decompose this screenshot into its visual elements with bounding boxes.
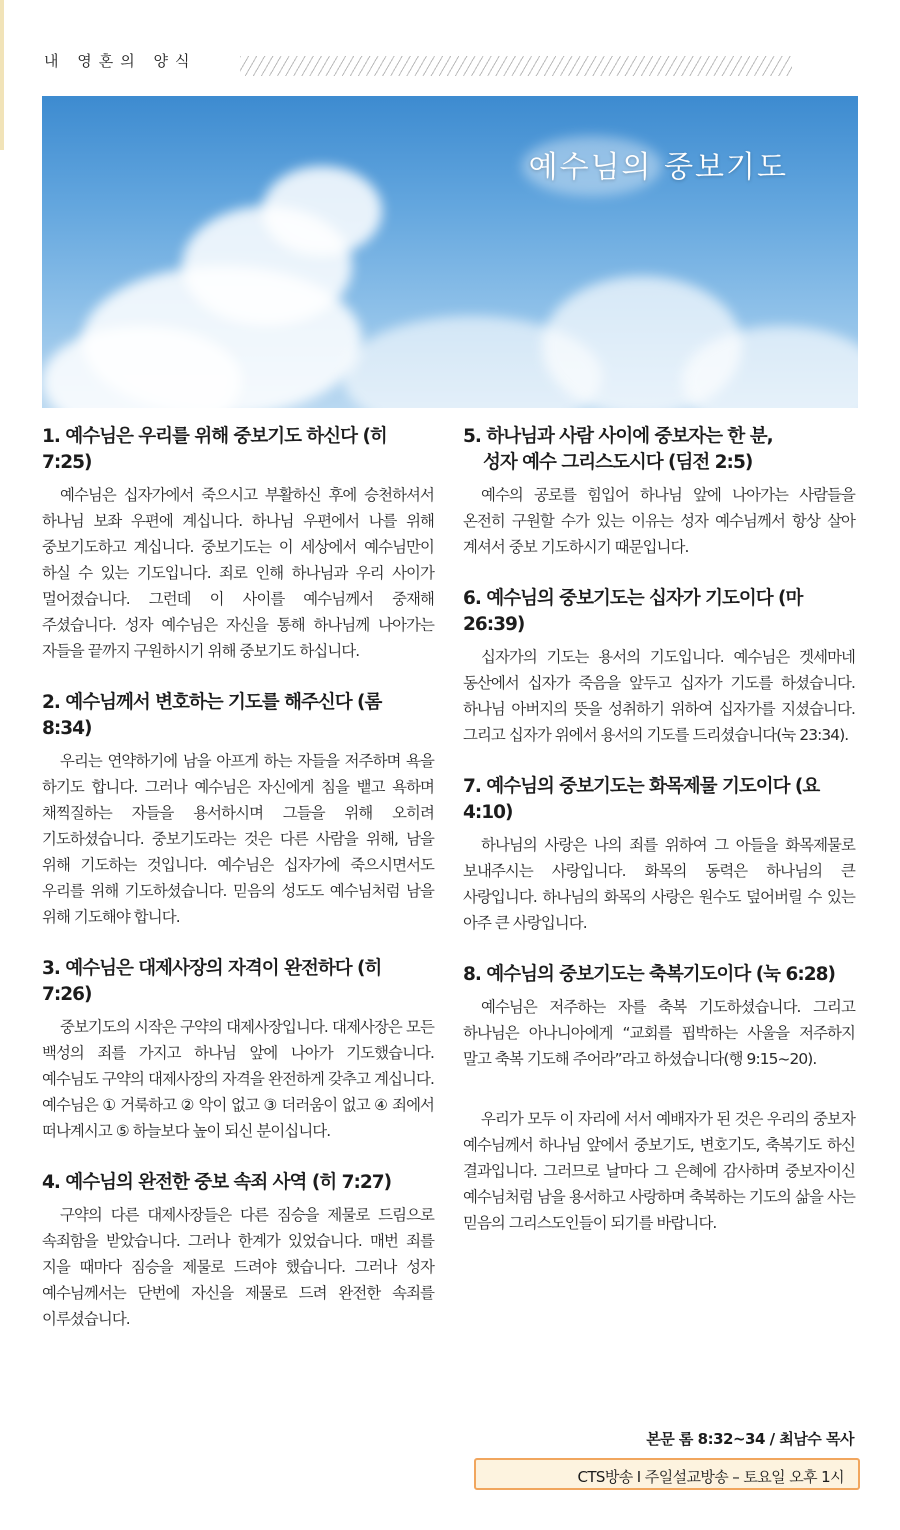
section-body: 구약의 다른 대제사장들은 다른 짐승을 제물로 드림으로 속죄함을 받았습니다. 그러나 한계가 있었습니다. 매번 죄를 지을 때마다 짐승을 제물로 드려야 했습니다. 그러나 성자 예수님께서는 단번에 자신을 제물로 드려 완전한 속죄를 이루셨습니다. [42, 1206, 434, 1328]
hero-sky-image [42, 96, 858, 408]
section-block [463, 424, 855, 560]
section-block [42, 956, 434, 1144]
closing-paragraph: 우리가 모두 이 자리에 서서 예배자가 된 것은 우리의 중보자 예수님께서 하나님 앞에서 중보기도, 변호기도, 축복기도 하신 결과입니다. 그러므로 날마다 그 은혜에 감사하며 중보자이신 예수님처럼 남을 용서하고 사랑하며 축복하는 기도의 삶을 사는 믿음의 그리스도인들이 되기를 바랍니다. [463, 1110, 855, 1232]
section-heading-line: 5. 하나님과 사람 사이에 중보자는 한 분, [463, 426, 773, 447]
section-heading: 7. 예수님의 중보기도는 화목제물 기도이다 (요 4:10) [463, 776, 820, 823]
section-heading: 2. 예수님께서 변호하는 기도를 해주신다 (롬 8:34) [42, 692, 382, 739]
section-block [463, 586, 855, 748]
section-body: 예수님은 저주하는 자를 축복 기도하셨습니다. 그리고 하나님은 아나니아에게 “교회를 핍박하는 사울을 저주하지 말고 축복 기도해 주어라”라고 하셨습니다(행 9:15~20). [463, 998, 855, 1068]
section-block [463, 962, 855, 1072]
broadcast-info-box [474, 1458, 860, 1490]
right-column [463, 424, 855, 1236]
broadcast-info-text: CTS방송 I 주일설교방송 – 토요일 오후 1시 [577, 1468, 844, 1486]
section-heading [463, 424, 855, 476]
section-block [463, 774, 855, 936]
section-block [42, 690, 434, 930]
hero-title: 예수님의 중보기도 [528, 150, 788, 185]
section-heading: 6. 예수님의 중보기도는 십자가 기도이다 (마 26:39) [463, 588, 803, 635]
section-label: 내 영혼의 양식 [44, 52, 197, 70]
section-heading: 4. 예수님의 완전한 중보 속죄 사역 (히 7:27) [42, 1172, 392, 1193]
section-heading: 1. 예수님은 우리를 위해 중보기도 하신다 (히 7:25) [42, 426, 387, 473]
header-hatch-decoration [240, 56, 792, 76]
section-heading-line: 성자 예수 그리스도시다 (딤전 2:5) [483, 452, 753, 473]
cloud-shape [262, 166, 382, 256]
section-block [42, 1170, 434, 1332]
section-heading: 8. 예수님의 중보기도는 축복기도이다 (눅 6:28) [463, 964, 835, 985]
page-header [44, 44, 854, 80]
page-edge-tab [0, 0, 4, 150]
sermon-reference: 본문 롬 8:32~34 / 최남수 목사 [646, 1430, 854, 1448]
section-body: 우리는 연약하기에 남을 아프게 하는 자들을 저주하며 욕을 하기도 합니다. 그러나 예수님은 자신에게 침을 뱉고 욕하며 채찍질하는 자들을 용서하시며 그들을 위해 오히려 기도하셨습니다. 중보기도라는 것은 다른 사람을 위해, 남을 위해 기도하는 것입니다. 예수님은 십자가에 죽으시면서도 우리를 위해 기도하셨습니다. 믿음의 성도도 예수님처럼 남을 위해 기도해야 합니다. [42, 752, 434, 926]
section-body: 십자가의 기도는 용서의 기도입니다. 예수님은 겟세마네 동산에서 십자가 죽음을 앞두고 십자가 기도를 하셨습니다. 하나님 아버지의 뜻을 성취하기 위하여 십자가를 지셨습니다. 그리고 십자가 위에서 용서의 기도를 드리셨습니다(눅 23:34). [463, 648, 855, 744]
left-column [42, 424, 434, 1358]
section-block [42, 424, 434, 664]
section-body: 예수의 공로를 힘입어 하나님 앞에 나아가는 사람들을 온전히 구원할 수가 있는 이유는 성자 예수님께서 항상 살아 계셔서 중보 기도하시기 때문입니다. [463, 486, 855, 556]
section-body: 중보기도의 시작은 구약의 대제사장입니다. 대제사장은 모든 백성의 죄를 가지고 하나님 앞에 나아가 기도했습니다. 예수님도 구약의 대제사장의 자격을 완전하게 갖추고 계십니다. 예수님은 ① 거룩하고 ② 악이 없고 ③ 더러움이 없고 ④ 죄에서 떠나계시고 ⑤ 하늘보다 높이 되신 분이십니다. [42, 1018, 434, 1140]
section-body: 하나님의 사랑은 나의 죄를 위하여 그 아들을 화목제물로 보내주시는 사랑입니다. 화목의 동력은 하나님의 큰 사랑입니다. 하나님의 화목의 사랑은 원수도 덮어버릴 수 있는 아주 큰 사랑입니다. [463, 836, 855, 932]
section-body: 예수님은 십자가에서 죽으시고 부활하신 후에 승천하셔서 하나님 보좌 우편에 계십니다. 하나님 우편에서 나를 위해 중보기도하고 계십니다. 중보기도는 이 세상에서 예수님만이 하실 수 있는 기도입니다. 죄로 인해 하나님과 우리 사이가 멀어졌습니다. 그런데 이 사이를 예수님께서 중재해 주셨습니다. 성자 예수님은 자신을 통해 하나님께 나아가는 자들을 끝까지 구원하시기 위해 중보기도 하십니다. [42, 486, 434, 660]
section-heading: 3. 예수님은 대제사장의 자격이 완전하다 (히 7:26) [42, 958, 382, 1005]
